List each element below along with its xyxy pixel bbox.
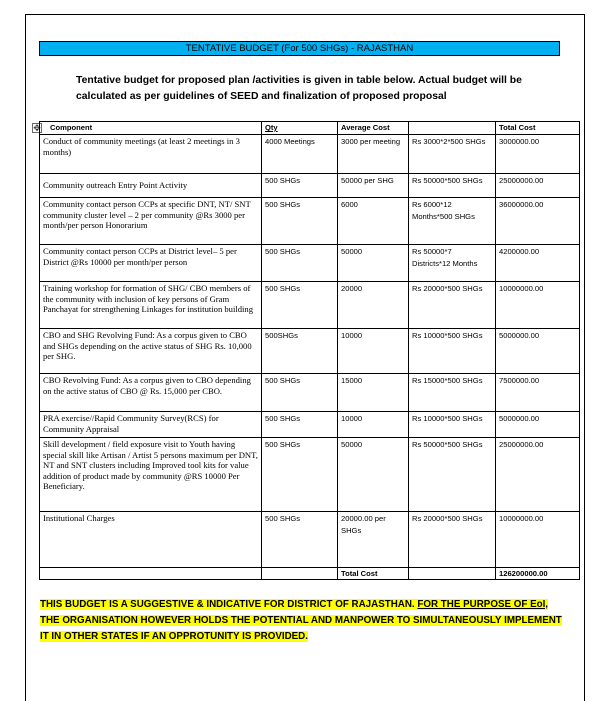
total-label: Total Cost <box>338 568 409 580</box>
row-total: 10000000.00 <box>496 512 580 568</box>
total-empty-cell <box>409 568 496 580</box>
row-formula: Rs 50000*500 SHGs <box>409 174 496 198</box>
row-qty: 500 SHGs <box>262 198 338 245</box>
row-component: PRA exercise//Rapid Community Survey(RCS) for Community Appraisal <box>40 412 262 438</box>
intro-paragraph: Tentative budget for proposed plan /activities is given in table below. Actual budget will be calculated as per guidelines of SEED and finalization of proposed proposal <box>76 75 522 102</box>
table-row <box>40 135 580 174</box>
table-row <box>40 438 580 512</box>
table-row <box>40 282 580 329</box>
disclaimer-part-3: THE ORGANISATION HOWEVER HOLDS THE POTENTIAL AND MANPOWER TO SIMULTANEOUSLY IMPLEMENT IT IN OTHER STATES IF AN OPPROTUNITY IS PROVIDED. <box>40 615 562 642</box>
row-average-cost: 20000 <box>338 282 409 329</box>
total-row <box>40 568 580 580</box>
row-total: 25000000.00 <box>496 438 580 512</box>
table-row <box>40 174 580 198</box>
table-row <box>40 198 580 245</box>
row-average-cost: 50000 per SHG <box>338 174 409 198</box>
budget-title-banner: TENTATIVE BUDGET (For 500 SHGs) - RAJASTHAN <box>39 41 560 56</box>
row-component: Community contact person CCPs at specific DNT, NT/ SNT community cluster level – 2 per community @Rs 3000 per month/per person Honorarium <box>40 198 262 245</box>
row-component: CBO and SHG Revolving Fund: As a corpus given to CBO and SHGs depending on the active status of SHG Rs. 10,000 per SHG. <box>40 329 262 374</box>
row-total: 36000000.00 <box>496 198 580 245</box>
row-total: 10000000.00 <box>496 282 580 329</box>
row-average-cost: 10000 <box>338 412 409 438</box>
row-total: 4200000.00 <box>496 245 580 282</box>
row-average-cost: 50000 <box>338 438 409 512</box>
row-component: Community outreach Entry Point Activity <box>40 174 262 198</box>
row-component: Conduct of community meetings (at least 2 meetings in 3 months) <box>40 135 262 174</box>
table-move-handle-icon[interactable]: ✥ <box>33 123 41 133</box>
row-qty: 500SHGs <box>262 329 338 374</box>
row-formula: Rs 3000*2*500 SHGs <box>409 135 496 174</box>
row-formula: Rs 50000*500 SHGs <box>409 438 496 512</box>
row-formula: Rs 10000*500 SHGs <box>409 412 496 438</box>
row-qty: 4000 Meetings <box>262 135 338 174</box>
row-component: Institutional Charges <box>40 512 262 568</box>
row-qty: 500 SHGs <box>262 374 338 412</box>
table-row <box>40 329 580 374</box>
row-formula: Rs 6000*12 Months*500 SHGs <box>409 198 496 245</box>
total-empty-cell <box>40 568 262 580</box>
table-row <box>40 374 580 412</box>
row-qty: 500 SHGs <box>262 412 338 438</box>
row-formula: Rs 10000*500 SHGs <box>409 329 496 374</box>
header-total-cost: Total Cost <box>496 122 580 135</box>
header-formula <box>409 122 496 135</box>
row-component: CBO Revolving Fund: As a corpus given to CBO depending on the active status of CBO @ Rs. 15,000 per CBO. <box>40 374 262 412</box>
row-total: 5000000.00 <box>496 412 580 438</box>
header-average-cost: Average Cost <box>338 122 409 135</box>
row-qty: 500 SHGs <box>262 282 338 329</box>
row-component: Community contact person CCPs at District level– 5 per District @Rs 10000 per month/per person <box>40 245 262 282</box>
row-qty: 500 SHGs <box>262 174 338 198</box>
row-average-cost: 15000 <box>338 374 409 412</box>
budget-disclaimer <box>40 597 568 645</box>
row-average-cost: 10000 <box>338 329 409 374</box>
row-formula: Rs 20000*500 SHGs <box>409 282 496 329</box>
row-average-cost: 3000 per meeting <box>338 135 409 174</box>
total-value: 126200000.00 <box>496 568 580 580</box>
header-qty: Qty <box>262 122 338 135</box>
table-row <box>40 512 580 568</box>
header-component: Component <box>40 122 262 135</box>
row-qty: 500 SHGs <box>262 512 338 568</box>
disclaimer-part-1: THIS BUDGET IS A SUGGESTIVE & INDICATIVE FOR DISTRICT OF RAJASTHAN. <box>40 599 418 610</box>
row-formula: Rs 50000*7 Districts*12 Months <box>409 245 496 282</box>
budget-table <box>39 121 580 580</box>
row-component: Skill development / field exposure visit to Youth having special skill like Artisan / Artist 5 persons maximum per DNT, NT and SNT clusters including Improved tool kits for value addition of product made by community @RS 10000 Per Beneficiary. <box>40 438 262 512</box>
table-row <box>40 412 580 438</box>
row-total: 5000000.00 <box>496 329 580 374</box>
row-qty: 500 SHGs <box>262 245 338 282</box>
row-formula: Rs 20000*500 SHGs <box>409 512 496 568</box>
row-total: 3000000.00 <box>496 135 580 174</box>
row-total: 7500000.00 <box>496 374 580 412</box>
row-average-cost: 50000 <box>338 245 409 282</box>
table-header-row <box>40 122 580 135</box>
table-row <box>40 245 580 282</box>
total-empty-cell <box>262 568 338 580</box>
row-qty: 500 SHGs <box>262 438 338 512</box>
disclaimer-part-2: FOR THE PURPOSE OF EoI, <box>417 599 549 610</box>
row-average-cost: 6000 <box>338 198 409 245</box>
row-average-cost: 20000.00 per SHGs <box>338 512 409 568</box>
row-component: Training workshop for formation of SHG/ CBO members of the community with inclusion of key persons of Gram Panchayat for strengthening Linkages for institution building <box>40 282 262 329</box>
row-formula: Rs 15000*500 SHGs <box>409 374 496 412</box>
row-total: 25000000.00 <box>496 174 580 198</box>
